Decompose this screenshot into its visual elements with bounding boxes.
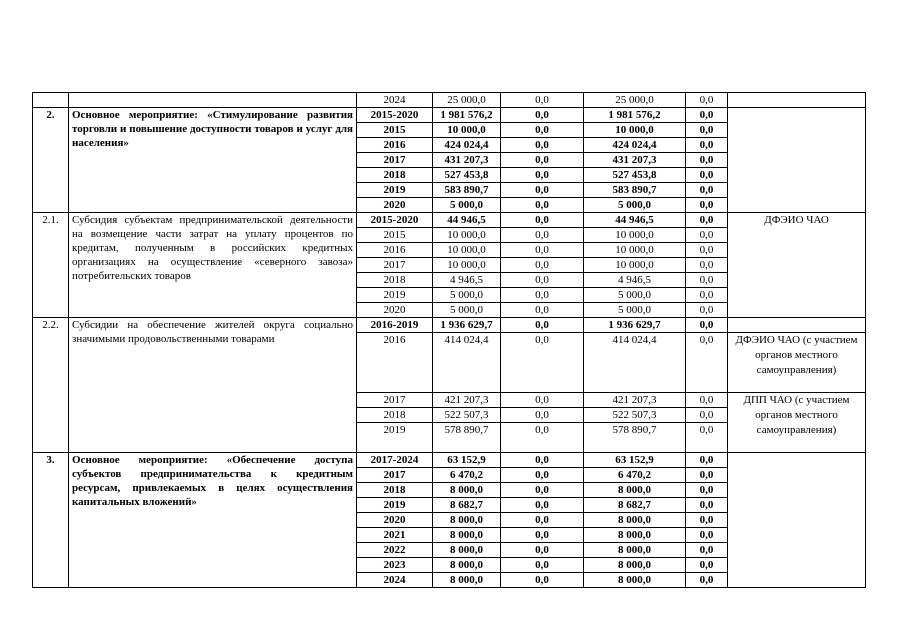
total-cell: 8 000,0 <box>433 483 501 498</box>
year-cell: 2017-2024 <box>357 453 433 468</box>
okrug-budget-cell: 5 000,0 <box>584 288 686 303</box>
total-cell: 44 946,5 <box>433 213 501 228</box>
total-cell: 4 946,5 <box>433 273 501 288</box>
total-cell: 414 024,4 <box>433 333 501 393</box>
total-cell: 8 000,0 <box>433 513 501 528</box>
okrug-budget-cell: 414 024,4 <box>584 333 686 393</box>
year-cell: 2018 <box>357 168 433 183</box>
federal-budget-cell: 0,0 <box>501 303 584 318</box>
total-cell: 583 890,7 <box>433 183 501 198</box>
okrug-budget-cell: 424 024,4 <box>584 138 686 153</box>
table-row <box>33 108 866 123</box>
section-number: 3. <box>33 453 69 588</box>
municipal-budget-cell: 0,0 <box>686 498 728 513</box>
year-cell: 2023 <box>357 558 433 573</box>
municipal-budget-cell: 0,0 <box>686 318 728 333</box>
total-cell: 10 000,0 <box>433 243 501 258</box>
year-cell: 2016-2019 <box>357 318 433 333</box>
federal-budget-cell: 0,0 <box>501 288 584 303</box>
total-cell: 63 152,9 <box>433 453 501 468</box>
total-cell: 424 024,4 <box>433 138 501 153</box>
federal-budget-cell: 0,0 <box>501 528 584 543</box>
total-cell: 8 000,0 <box>433 543 501 558</box>
okrug-budget-cell: 4 946,5 <box>584 273 686 288</box>
section-number: 2.1. <box>33 213 69 318</box>
federal-budget-cell: 0,0 <box>501 258 584 273</box>
total-cell: 10 000,0 <box>433 123 501 138</box>
municipal-budget-cell: 0,0 <box>686 168 728 183</box>
year-cell: 2020 <box>357 513 433 528</box>
total-cell: 10 000,0 <box>433 228 501 243</box>
okrug-budget-cell: 10 000,0 <box>584 243 686 258</box>
total-cell: 5 000,0 <box>433 198 501 213</box>
total-cell: 8 682,7 <box>433 498 501 513</box>
federal-budget-cell: 0,0 <box>501 498 584 513</box>
year-cell: 2019 <box>357 183 433 198</box>
year-cell: 2019 <box>357 423 433 453</box>
year-cell: 2017 <box>357 153 433 168</box>
table-row <box>33 318 866 333</box>
municipal-budget-cell: 0,0 <box>686 573 728 588</box>
okrug-budget-cell: 10 000,0 <box>584 258 686 273</box>
okrug-budget-cell: 8 000,0 <box>584 558 686 573</box>
executor-cell: ДФЭИО ЧАО (с участием органов местного самоуправления) <box>728 333 866 393</box>
federal-budget-cell: 0,0 <box>501 138 584 153</box>
total-cell: 8 000,0 <box>433 528 501 543</box>
total-cell: 527 453,8 <box>433 168 501 183</box>
num-cell <box>33 93 69 108</box>
federal-budget-cell: 0,0 <box>501 543 584 558</box>
executor-cell <box>728 318 866 333</box>
federal-budget-cell: 0,0 <box>501 183 584 198</box>
okrug-budget-cell: 5 000,0 <box>584 303 686 318</box>
okrug-budget-cell: 527 453,8 <box>584 168 686 183</box>
okrug-budget-cell: 44 946,5 <box>584 213 686 228</box>
okrug-budget-cell: 8 000,0 <box>584 543 686 558</box>
executor-cell <box>728 108 866 213</box>
okrug-budget-cell: 522 507,3 <box>584 408 686 423</box>
name-cell <box>69 93 357 108</box>
total-cell: 8 000,0 <box>433 558 501 573</box>
year-cell: 2019 <box>357 288 433 303</box>
municipal-budget-cell: 0,0 <box>686 558 728 573</box>
okrug-budget-cell: 10 000,0 <box>584 123 686 138</box>
total-cell: 1 981 576,2 <box>433 108 501 123</box>
okrug-budget-cell: 583 890,7 <box>584 183 686 198</box>
municipal-budget-cell: 0,0 <box>686 153 728 168</box>
year-cell: 2017 <box>357 468 433 483</box>
municipal-budget-cell: 0,0 <box>686 108 728 123</box>
executor-cell <box>728 453 866 588</box>
federal-budget-cell: 0,0 <box>501 198 584 213</box>
total-cell: 5 000,0 <box>433 303 501 318</box>
municipal-budget-cell: 0,0 <box>686 468 728 483</box>
municipal-budget-cell: 0,0 <box>686 258 728 273</box>
federal-budget-cell: 0,0 <box>501 558 584 573</box>
year-cell: 2016 <box>357 138 433 153</box>
municipal-budget-cell: 0,0 <box>686 183 728 198</box>
federal-budget-cell: 0,0 <box>501 333 584 393</box>
year-cell: 2015 <box>357 228 433 243</box>
total-cell: 421 207,3 <box>433 393 501 408</box>
okrug-budget-cell: 1 936 629,7 <box>584 318 686 333</box>
federal-budget-cell: 0,0 <box>501 168 584 183</box>
year-cell: 2018 <box>357 408 433 423</box>
municipal-budget-cell: 0,0 <box>686 408 728 423</box>
municipal-budget-cell: 0,0 <box>686 198 728 213</box>
total-cell: 1 936 629,7 <box>433 318 501 333</box>
federal-budget-cell: 0,0 <box>501 393 584 408</box>
federal-budget-cell: 0,0 <box>501 153 584 168</box>
year-cell: 2021 <box>357 528 433 543</box>
total-cell: 578 890,7 <box>433 423 501 453</box>
municipal-budget-cell: 0,0 <box>686 213 728 228</box>
municipal-budget-cell: 0,0 <box>686 228 728 243</box>
okrug-budget-cell: 8 000,0 <box>584 513 686 528</box>
okrug-budget-cell: 8 000,0 <box>584 528 686 543</box>
total-cell: 6 470,2 <box>433 468 501 483</box>
municipal-budget-cell: 0,0 <box>686 123 728 138</box>
total-cell: 522 507,3 <box>433 408 501 423</box>
year-cell: 2020 <box>357 198 433 213</box>
section-number: 2. <box>33 108 69 213</box>
okrug-budget-cell: 421 207,3 <box>584 393 686 408</box>
municipal-budget-cell: 0,0 <box>686 303 728 318</box>
okrug-budget-cell: 8 682,7 <box>584 498 686 513</box>
federal-budget-cell: 0,0 <box>501 513 584 528</box>
year-cell: 2020 <box>357 303 433 318</box>
total-cell: 25 000,0 <box>433 93 501 108</box>
section-name: Основное мероприятие: «Стимулирование развития торговли и повышение доступности товаров и услуг для населения» <box>69 108 357 213</box>
year-cell: 2018 <box>357 273 433 288</box>
table-row <box>33 453 866 468</box>
municipal-budget-cell: 0,0 <box>686 93 728 108</box>
year-cell: 2017 <box>357 258 433 273</box>
federal-budget-cell: 0,0 <box>501 453 584 468</box>
table-row <box>33 93 866 108</box>
program-funding-table <box>32 92 866 588</box>
executor-cell: ДФЭИО ЧАО <box>728 213 866 318</box>
federal-budget-cell: 0,0 <box>501 408 584 423</box>
federal-budget-cell: 0,0 <box>501 243 584 258</box>
municipal-budget-cell: 0,0 <box>686 243 728 258</box>
municipal-budget-cell: 0,0 <box>686 453 728 468</box>
executor-cell <box>728 93 866 108</box>
year-cell: 2024 <box>357 93 433 108</box>
federal-budget-cell: 0,0 <box>501 573 584 588</box>
municipal-budget-cell: 0,0 <box>686 423 728 453</box>
municipal-budget-cell: 0,0 <box>686 393 728 408</box>
table-row <box>33 213 866 228</box>
year-cell: 2015-2020 <box>357 213 433 228</box>
federal-budget-cell: 0,0 <box>501 483 584 498</box>
okrug-budget-cell: 10 000,0 <box>584 228 686 243</box>
federal-budget-cell: 0,0 <box>501 93 584 108</box>
year-cell: 2024 <box>357 573 433 588</box>
executor-cell: ДПП ЧАО (с участием органов местного самоуправления) <box>728 393 866 453</box>
okrug-budget-cell: 8 000,0 <box>584 483 686 498</box>
year-cell: 2016 <box>357 333 433 393</box>
year-cell: 2018 <box>357 483 433 498</box>
section-number: 2.2. <box>33 318 69 453</box>
municipal-budget-cell: 0,0 <box>686 288 728 303</box>
section-name: Субсидия субъектам предпринимательской деятельности на возмещение части затрат на уплату процентов по кредитам, полученным в российских кредитных организациях на осуществление «северного завоза» потребительских товаров <box>69 213 357 318</box>
year-cell: 2015 <box>357 123 433 138</box>
year-cell: 2016 <box>357 243 433 258</box>
okrug-budget-cell: 1 981 576,2 <box>584 108 686 123</box>
okrug-budget-cell: 431 207,3 <box>584 153 686 168</box>
program-funding-table-page <box>32 92 866 588</box>
okrug-budget-cell: 63 152,9 <box>584 453 686 468</box>
municipal-budget-cell: 0,0 <box>686 543 728 558</box>
year-cell: 2017 <box>357 393 433 408</box>
federal-budget-cell: 0,0 <box>501 108 584 123</box>
federal-budget-cell: 0,0 <box>501 468 584 483</box>
federal-budget-cell: 0,0 <box>501 228 584 243</box>
section-name: Субсидии на обеспечение жителей округа социально значимыми продовольственными товарами <box>69 318 357 453</box>
federal-budget-cell: 0,0 <box>501 273 584 288</box>
total-cell: 431 207,3 <box>433 153 501 168</box>
year-cell: 2019 <box>357 498 433 513</box>
year-cell: 2015-2020 <box>357 108 433 123</box>
municipal-budget-cell: 0,0 <box>686 138 728 153</box>
federal-budget-cell: 0,0 <box>501 213 584 228</box>
okrug-budget-cell: 5 000,0 <box>584 198 686 213</box>
municipal-budget-cell: 0,0 <box>686 513 728 528</box>
federal-budget-cell: 0,0 <box>501 318 584 333</box>
okrug-budget-cell: 8 000,0 <box>584 573 686 588</box>
federal-budget-cell: 0,0 <box>501 123 584 138</box>
municipal-budget-cell: 0,0 <box>686 483 728 498</box>
okrug-budget-cell: 25 000,0 <box>584 93 686 108</box>
municipal-budget-cell: 0,0 <box>686 333 728 393</box>
total-cell: 8 000,0 <box>433 573 501 588</box>
okrug-budget-cell: 6 470,2 <box>584 468 686 483</box>
total-cell: 5 000,0 <box>433 288 501 303</box>
municipal-budget-cell: 0,0 <box>686 528 728 543</box>
year-cell: 2022 <box>357 543 433 558</box>
okrug-budget-cell: 578 890,7 <box>584 423 686 453</box>
section-name: Основное мероприятие: «Обеспечение доступа субъектов предпринимательства к кредитным ресурсам, привлекаемых в целях осуществления капитальных вложений» <box>69 453 357 588</box>
total-cell: 10 000,0 <box>433 258 501 273</box>
federal-budget-cell: 0,0 <box>501 423 584 453</box>
municipal-budget-cell: 0,0 <box>686 273 728 288</box>
